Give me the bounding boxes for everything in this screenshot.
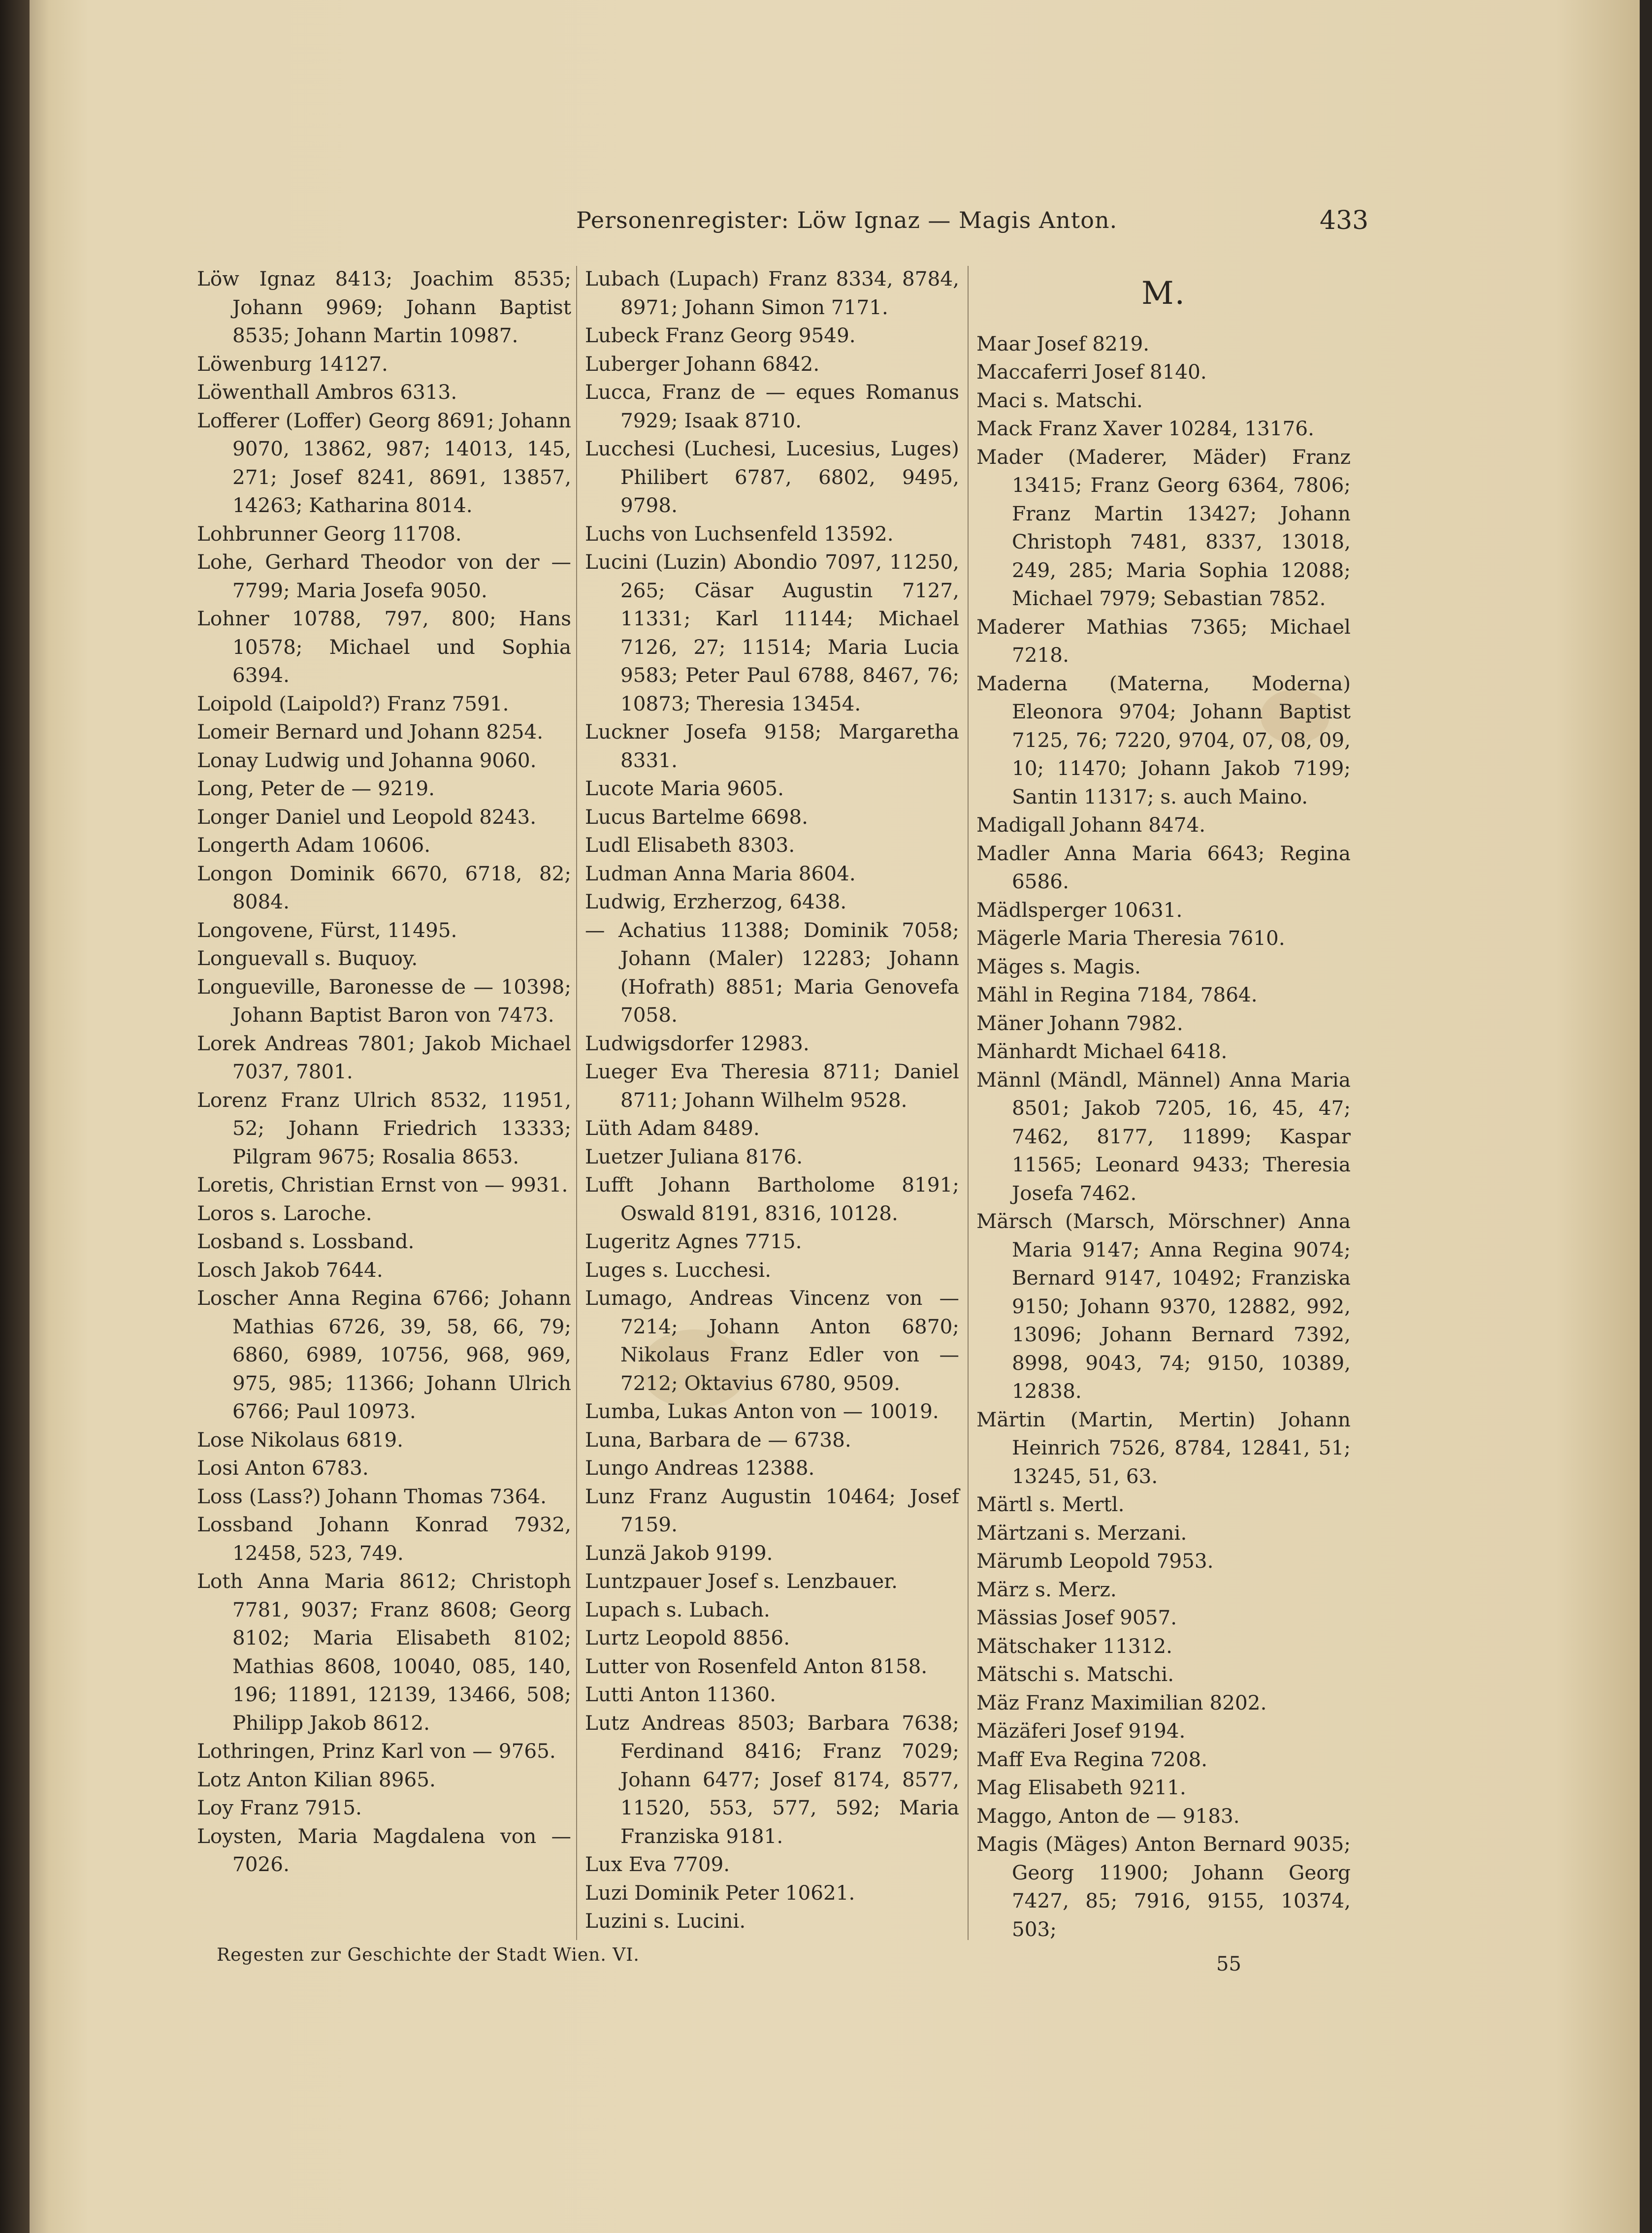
- index-entry: Maggo, Anton de — 9183.: [976, 1804, 1240, 1828]
- index-entry: Lufft Johann Bartholome 8191; Oswald 8191, 8316, 10128.: [585, 1173, 959, 1225]
- index-entry: Loy Franz 7915.: [197, 1796, 362, 1819]
- index-entry: Märumb Leopold 7953.: [976, 1549, 1214, 1573]
- index-entry: Mag Elisabeth 9211.: [976, 1776, 1186, 1799]
- column-divider: [968, 266, 969, 1940]
- index-entry: Lorek Andreas 7801; Jakob Michael 7037, 7801.: [197, 1031, 571, 1083]
- index-entry: Luchs von Luchsenfeld 13592.: [585, 521, 894, 546]
- index-entry: Maderer Mathias 7365; Michael 7218.: [976, 615, 1351, 667]
- index-entry: Lueger Eva Theresia 8711; Daniel 8711; Johann Wilhelm 9528.: [585, 1060, 959, 1112]
- index-entry: Ludwigsdorfer 12983.: [585, 1031, 810, 1055]
- index-entry: Maderna (Materna, Moderna) Eleonora 9704; Johann Baptist 7125, 76; 7220, 9704, 07, 08, 09, 10; 11470; Johann Jakob 7199; Santin 11317; s. auch Maino.: [976, 671, 1351, 809]
- index-entry: Mätschaker 11312.: [976, 1634, 1173, 1658]
- index-entry: Luckner Josefa 9158; Margaretha 8331.: [585, 720, 959, 772]
- index-entry: Lomeir Bernard und Johann 8254.: [197, 720, 544, 744]
- index-entry: Lutz Andreas 8503; Barbara 7638; Ferdinand 8416; Franz 7029; Johann 6477; Josef 8174, 8577, 11520, 553, 577, 592; Maria Franziska 9181.: [585, 1711, 959, 1848]
- index-entry: Longer Daniel und Leopold 8243.: [197, 805, 537, 829]
- index-entry: Ludl Elisabeth 8303.: [585, 833, 795, 857]
- index-entry: Lutter von Rosenfeld Anton 8158.: [585, 1654, 928, 1678]
- index-entry: Lose Nikolaus 6819.: [197, 1427, 404, 1452]
- index-entry: März s. Merz.: [976, 1577, 1117, 1601]
- index-entry: Lucus Bartelme 6698.: [585, 805, 809, 829]
- index-entry: Luetzer Juliana 8176.: [585, 1144, 803, 1168]
- index-entry: Mäzäferi Josef 9194.: [976, 1719, 1186, 1743]
- index-entry: Mäner Johann 7982.: [976, 1011, 1183, 1035]
- index-entry: Lux Eva 7709.: [585, 1852, 730, 1876]
- index-entry: Maccaferri Josef 8140.: [976, 360, 1207, 384]
- index-entry: Luntzpauer Josef s. Lenzbauer.: [585, 1569, 898, 1593]
- index-entry: Löwenburg 14127.: [197, 352, 388, 376]
- index-entry: Losi Anton 6783.: [197, 1456, 369, 1480]
- index-entry: Loth Anna Maria 8612; Christoph 7781, 9037; Franz 8608; Georg 8102; Maria Elisabeth 8102; Mathias 8608, 10040, 085, 140, 196; 11891, 12139, 13466, 508; Philipp Jakob 8612.: [197, 1569, 571, 1735]
- index-entry: Loretis, Christian Ernst von — 9931.: [197, 1173, 568, 1197]
- index-entry: Loss (Lass?) Johann Thomas 7364.: [197, 1484, 547, 1508]
- index-entry: — Achatius 11388; Dominik 7058; Johann (Maler) 12283; Johann (Hofrath) 8851; Maria Genovefa 7058.: [585, 918, 959, 1027]
- index-entry: Mässias Josef 9057.: [976, 1606, 1177, 1629]
- index-entry: Maff Eva Regina 7208.: [976, 1747, 1208, 1771]
- index-entry: Löw Ignaz 8413; Joachim 8535; Johann 9969; Johann Baptist 8535; Johann Martin 10987.: [197, 267, 571, 347]
- index-entry: Lohe, Gerhard Theodor von der — 7799; Maria Josefa 9050.: [197, 550, 571, 602]
- index-entry: Mägerle Maria Theresia 7610.: [976, 926, 1285, 950]
- index-entry: Lotz Anton Kilian 8965.: [197, 1767, 436, 1791]
- index-entry: Löwenthall Ambros 6313.: [197, 380, 457, 404]
- index-entry: Madler Anna Maria 6643; Regina 6586.: [976, 841, 1351, 893]
- book-spine-edge: [0, 0, 30, 2233]
- index-entry: Lossband Johann Konrad 7932, 12458, 523, 749.: [197, 1513, 571, 1565]
- index-entry: Mack Franz Xaver 10284, 13176.: [976, 417, 1314, 440]
- index-entry: Loscher Anna Regina 6766; Johann Mathias 6726, 39, 58, 66, 79; 6860, 6989, 10756, 968, 969, 975, 985; 11366; Johann Ulrich 6766; Paul 10973.: [197, 1286, 571, 1423]
- index-entry: Longerth Adam 10606.: [197, 833, 431, 857]
- index-entry: Lucchesi (Luchesi, Lucesius, Luges) Philibert 6787, 6802, 9495, 9798.: [585, 437, 959, 517]
- index-entry: Mader (Maderer, Mäder) Franz 13415; Franz Georg 6364, 7806; Franz Martin 13427; Johann Christoph 7481, 8337, 13018, 249, 285; Maria Sophia 12088; Michael 7979; Sebastian 7852.: [976, 445, 1351, 610]
- index-entry: Lothringen, Prinz Karl von — 9765.: [197, 1739, 556, 1763]
- column-divider: [576, 266, 577, 1940]
- index-entry: Lunzä Jakob 9199.: [585, 1541, 773, 1565]
- index-entry: Lucini (Luzin) Abondio 7097, 11250, 265; Cäsar Augustin 7127, 11331; Karl 11144; Michael 7126, 27; 11514; Maria Lucia 9583; Peter Paul 6788, 8467, 76; 10873; Theresia 13454.: [585, 550, 959, 715]
- index-entry: Longuevall s. Buquoy.: [197, 946, 418, 970]
- index-entry: Lupach s. Lubach.: [585, 1597, 770, 1621]
- page-number: 433: [1320, 206, 1369, 235]
- index-entry: Märtin (Martin, Mertin) Johann Heinrich 7526, 8784, 12841, 51; 13245, 51, 63.: [976, 1407, 1351, 1488]
- index-entry: Lumba, Lukas Anton von — 10019.: [585, 1399, 939, 1423]
- index-entry: Madigall Johann 8474.: [976, 813, 1206, 837]
- index-entry: Longovene, Fürst, 11495.: [197, 918, 457, 942]
- index-entry: Lucote Maria 9605.: [585, 777, 784, 800]
- index-entry: Ludwig, Erzherzog, 6438.: [585, 890, 847, 913]
- index-entry: Lubach (Lupach) Franz 8334, 8784, 8971; Johann Simon 7171.: [585, 267, 959, 319]
- index-column-right: [976, 265, 1351, 1943]
- index-entry: Männl (Mändl, Männel) Anna Maria 8501; Jakob 7205, 16, 45, 47; 7462, 8177, 11899; Kaspar 11565; Leonard 9433; Theresia Josefa 7462.: [976, 1068, 1351, 1205]
- index-entry: Magis (Mäges) Anton Bernard 9035; Georg 11900; Johann Georg 7427, 85; 7916, 9155, 10374, 503;: [976, 1832, 1351, 1941]
- index-entry: Loros s. Laroche.: [197, 1201, 372, 1225]
- index-entry: Luzini s. Lucini.: [585, 1909, 746, 1933]
- index-entry: Lüth Adam 8489.: [585, 1116, 760, 1140]
- index-column-middle: [585, 265, 959, 1936]
- running-header: Personenregister: Löw Ignaz — Magis Anton.: [576, 207, 1118, 233]
- index-entry: Losch Jakob 7644.: [197, 1258, 383, 1282]
- index-entry: Lugeritz Agnes 7715.: [585, 1230, 802, 1253]
- index-entry: Ludman Anna Maria 8604.: [585, 861, 856, 885]
- index-entry: Luberger Johann 6842.: [585, 352, 820, 376]
- section-letter-heading: M.: [1141, 275, 1186, 312]
- index-entry: Longon Dominik 6670, 6718, 82; 8084.: [197, 861, 571, 913]
- index-entry: Maar Josef 8219.: [976, 331, 1150, 356]
- index-entry: Longueville, Baronesse de — 10398; Johann Baptist Baron von 7473.: [197, 974, 571, 1027]
- index-entry: Luna, Barbara de — 6738.: [585, 1427, 851, 1452]
- index-entry: Lohbrunner Georg 11708.: [197, 521, 462, 546]
- index-entry: Lonay Ludwig und Johanna 9060.: [197, 748, 537, 772]
- index-entry: Lubeck Franz Georg 9549.: [585, 324, 856, 347]
- index-entry: Märtzani s. Merzani.: [976, 1521, 1187, 1545]
- index-entry: Lofferer (Loffer) Georg 8691; Johann 9070, 13862, 987; 14013, 145, 271; Josef 8241, 8691, 13857, 14263; Katharina 8014.: [197, 408, 571, 517]
- index-entry: Mädlsperger 10631.: [976, 898, 1183, 922]
- index-entry: Luges s. Lucchesi.: [585, 1258, 772, 1282]
- index-entry: Lurtz Leopold 8856.: [585, 1626, 790, 1650]
- index-entry: Lucca, Franz de — eques Romanus 7929; Isaak 8710.: [585, 380, 959, 432]
- index-entry: Long, Peter de — 9219.: [197, 777, 435, 800]
- index-entry: Lumago, Andreas Vincenz von — 7214; Johann Anton 6870; Nikolaus Franz Edler von — 7212; Oktavius 6780, 9509.: [585, 1286, 959, 1395]
- index-entry: Loysten, Maria Magdalena von — 7026.: [197, 1824, 571, 1876]
- index-entry: Märtl s. Mertl.: [976, 1492, 1125, 1516]
- index-entry: Mätschi s. Matschi.: [976, 1662, 1174, 1686]
- index-entry: Mäz Franz Maximilian 8202.: [976, 1690, 1267, 1715]
- index-entry: Lorenz Franz Ulrich 8532, 11951, 52; Johann Friedrich 13333; Pilgram 9675; Rosalia 8653.: [197, 1088, 571, 1168]
- index-entry: Mäges s. Magis.: [976, 954, 1141, 978]
- index-entry: Lunz Franz Augustin 10464; Josef 7159.: [585, 1484, 959, 1536]
- index-entry: Lungo Andreas 12388.: [585, 1456, 815, 1480]
- index-column-left: [197, 265, 571, 1879]
- index-entry: Losband s. Lossband.: [197, 1230, 415, 1253]
- index-entry: Lohner 10788, 797, 800; Hans 10578; Michael und Sophia 6394.: [197, 607, 571, 687]
- index-entry: Lutti Anton 11360.: [585, 1683, 777, 1706]
- index-entry: Mähl in Regina 7184, 7864.: [976, 983, 1258, 1006]
- footer-source-line: Regesten zur Geschichte der Stadt Wien. VI.: [217, 1945, 640, 1965]
- signature-mark: 55: [1216, 1953, 1241, 1975]
- index-entry: Loipold (Laipold?) Franz 7591.: [197, 691, 509, 715]
- index-entry: Mänhardt Michael 6418.: [976, 1039, 1228, 1063]
- index-entry: Maci s. Matschi.: [976, 388, 1143, 412]
- index-entry: Märsch (Marsch, Mörschner) Anna Maria 9147; Anna Regina 9074; Bernard 9147, 10492; Franziska 9150; Johann 9370, 12882, 992, 13096; Johann Bernard 7392, 8998, 9043, 74; 9150, 10389, 12838.: [976, 1209, 1351, 1403]
- index-entry: Luzi Dominik Peter 10621.: [585, 1880, 855, 1905]
